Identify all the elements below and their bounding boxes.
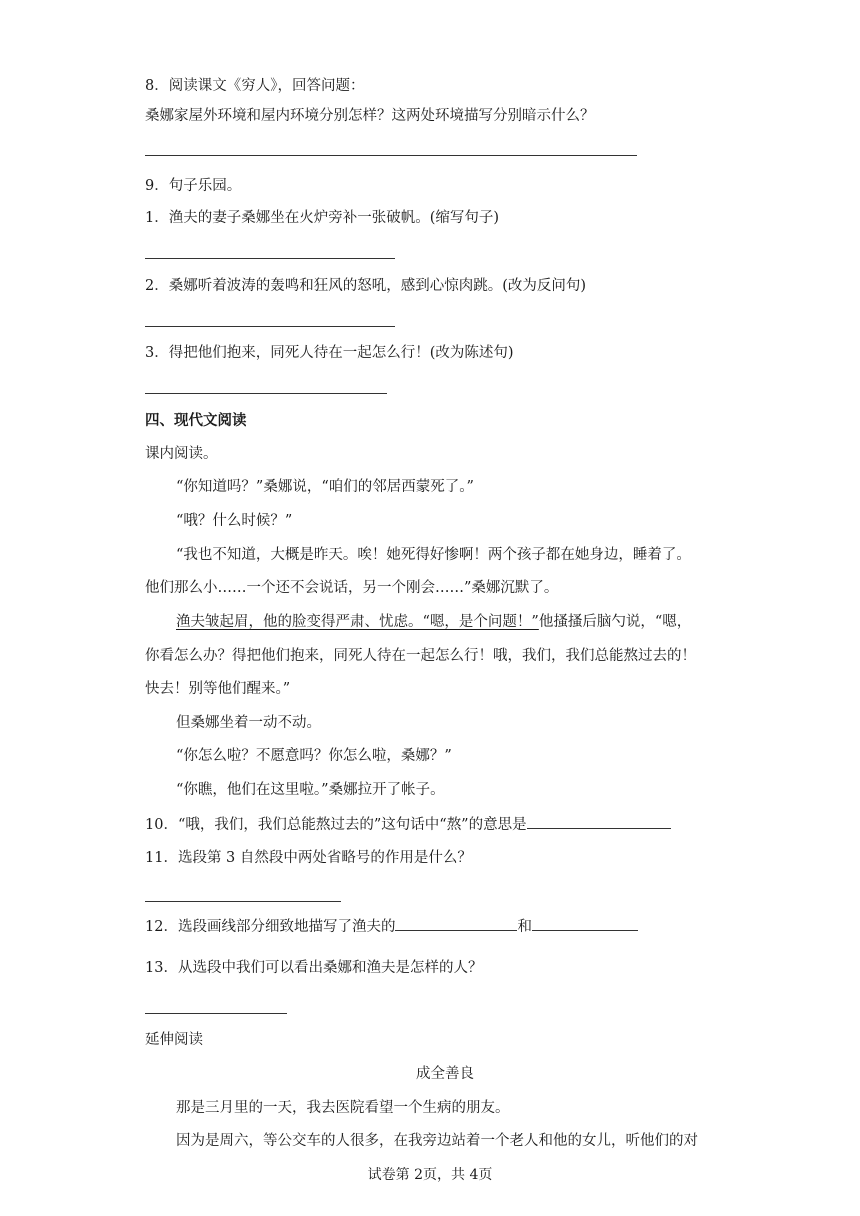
- q8-title: 8．阅读课文《穷人》，回答问题：: [145, 78, 365, 94]
- passage-p3a: “我也不知道，大概是昨天。唉！她死得好惨啊！两个孩子都在她身边，睡着了。: [176, 547, 691, 563]
- page-footer: 试卷第 2页，共 4页: [367, 1167, 493, 1183]
- ext-p2: 因为是周六，等公交车的人很多，在我旁边站着一个老人和他的女儿，听他们的对: [176, 1133, 698, 1149]
- q12: [145, 916, 638, 937]
- passage-p4a-rest: 他搔搔后脑勺说，“嗯，: [538, 614, 692, 630]
- section-sub: 课内阅读。: [145, 446, 218, 462]
- q9-item-3: 3．得把他们抱来，同死人待在一起怎么行！(改为陈述句): [145, 345, 514, 361]
- passage-p4a: [176, 612, 691, 632]
- q9-2-answer-line[interactable]: [145, 326, 395, 327]
- q11-answer-line[interactable]: [145, 901, 341, 902]
- q8-answer-line[interactable]: [145, 155, 637, 156]
- passage-p5: 但桑娜坐着一动不动。: [176, 715, 321, 731]
- q9-1-answer-line[interactable]: [145, 258, 395, 259]
- q9-title: 9．句子乐园。: [145, 178, 242, 194]
- q11-text: 11．选段第 3 自然段中两处省略号的作用是什么？: [145, 850, 472, 866]
- q9-item-1: 1．渔夫的妻子桑娜坐在火炉旁补一张破帆。(缩写句子): [145, 210, 500, 226]
- passage-p2: “哦？什么时候？”: [176, 513, 293, 529]
- ext-title: 成全善良: [416, 1066, 474, 1082]
- section-heading: 四、现代文阅读: [145, 412, 247, 429]
- q13-text: 13．从选段中我们可以看出桑娜和渔夫是怎样的人？: [145, 960, 483, 976]
- ext-heading: 延伸阅读: [145, 1032, 203, 1048]
- passage-p4b: 你看怎么办？得把他们抱来，同死人待在一起怎么行！哦，我们，我们总能熬过去的！: [145, 648, 696, 664]
- ext-p1: 那是三月里的一天，我去医院看望一个生病的朋友。: [176, 1100, 510, 1116]
- q13-answer-line[interactable]: [145, 1013, 287, 1014]
- q9-3-answer-line[interactable]: [145, 393, 387, 394]
- q8-question: 桑娜家屋外环境和屋内环境分别怎样？这两处环境描写分别暗示什么？: [145, 108, 595, 124]
- passage-p7: “你瞧，他们在这里啦。”桑娜拉开了帐子。: [176, 782, 445, 798]
- q10-text: 10．“哦，我们，我们总能熬过去的”这句话中“熬”的意思是: [145, 817, 527, 833]
- passage-p3b: 他们那么小……一个还不会说话，另一个刚会……”桑娜沉默了。: [145, 580, 559, 596]
- q12-blank-2[interactable]: [532, 916, 638, 931]
- passage-p4c: 快去！别等他们醒来。”: [145, 681, 291, 697]
- passage-p6: “你怎么啦？不愿意吗？你怎么啦，桑娜？”: [176, 748, 452, 764]
- q12-text-a: 12．选段画线部分细致地描写了渔夫的: [145, 919, 396, 935]
- q10: [145, 814, 671, 835]
- q12-text-b: 和: [517, 919, 532, 935]
- q12-blank-1[interactable]: [395, 916, 517, 931]
- q9-item-2: 2．桑娜听着波涛的轰鸣和狂风的怒吼，感到心惊肉跳。(改为反问句): [145, 278, 587, 294]
- q10-blank[interactable]: [527, 814, 671, 829]
- underlined-segment: 渔夫皱起眉，他的脸变得严肃、忧虑。“嗯，是个问题！”: [176, 614, 539, 630]
- passage-p1: “你知道吗？”桑娜说，“咱们的邻居西蒙死了。”: [176, 479, 474, 495]
